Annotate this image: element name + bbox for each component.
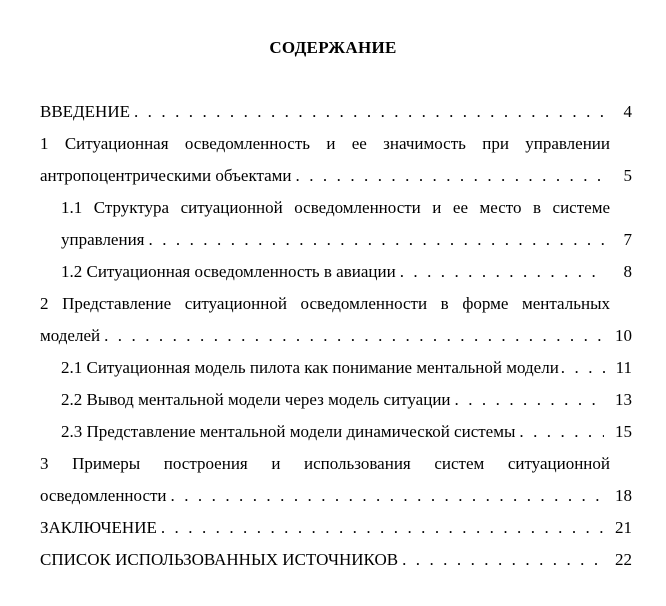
toc-entry-section-1-1-line2[interactable]: [61, 229, 632, 251]
dot-leader: [519, 421, 604, 443]
toc-entry-section-1-1-line1[interactable]: [61, 197, 610, 219]
toc-entry-introduction[interactable]: [40, 101, 632, 123]
dot-leader: [400, 261, 604, 283]
toc-page-number: 18: [615, 486, 632, 505]
toc-entry-label: осведомленности: [40, 486, 167, 505]
toc-entry-label: СПИСОК ИСПОЛЬЗОВАННЫХ ИСТОЧНИКОВ: [40, 550, 399, 569]
toc-entry-section-1-2[interactable]: [61, 261, 632, 283]
toc-entry-section-2-2[interactable]: [61, 389, 632, 411]
toc-page-number: 22: [615, 550, 632, 569]
toc-entry-label: 2.3 Представление ментальной модели динамической системы: [61, 422, 516, 441]
page-title: СОДЕРЖАНИЕ: [269, 38, 397, 57]
dot-leader: [161, 517, 604, 539]
toc-page-number: 15: [615, 422, 632, 441]
toc-entry-label: 3 Примеры построения и использования систем ситуационной: [40, 454, 610, 473]
dot-leader: [171, 485, 604, 507]
toc-entry-label: антропоцентрическими объектами: [40, 166, 292, 185]
dot-leader: [296, 165, 604, 187]
toc-page-number: 4: [623, 102, 632, 121]
toc-entry-conclusion[interactable]: [40, 517, 632, 539]
toc-entry-section-3-line2[interactable]: [40, 485, 632, 507]
toc-entry-label: 2.1 Ситуационная модель пилота как понимание ментальной модели: [61, 358, 559, 377]
toc-entry-label: 1.1 Структура ситуационной осведомленности и ее место в системе: [61, 198, 610, 217]
toc-entry-section-2-line2[interactable]: [40, 325, 632, 347]
toc-entry-label: ЗАКЛЮЧЕНИЕ: [40, 518, 157, 537]
dot-leader: [104, 325, 604, 347]
toc-entry-label: ВВЕДЕНИЕ: [40, 102, 130, 121]
toc-page-number: 7: [623, 230, 632, 249]
toc-entry-section-1-line1[interactable]: [40, 133, 610, 155]
dot-leader: [402, 549, 604, 571]
toc-entry-section-2-3[interactable]: [61, 421, 632, 443]
dot-leader: [561, 357, 606, 379]
toc-entry-label: управления: [61, 230, 145, 249]
toc-page-number: 8: [623, 262, 632, 281]
toc-entry-section-2-1[interactable]: [61, 357, 632, 379]
toc-page-number: 21: [615, 518, 632, 537]
dot-leader: [134, 101, 604, 123]
toc-entry-section-2-line1[interactable]: [40, 293, 610, 315]
toc-entry-label: 2 Представление ситуационной осведомленности в форме ментальных: [40, 294, 610, 313]
toc-entry-references[interactable]: [40, 549, 632, 571]
toc-page-number: 10: [615, 326, 632, 345]
toc-entry-label: 2.2 Вывод ментальной модели через модель ситуации: [61, 390, 451, 409]
toc-page-number: 11: [615, 358, 632, 377]
toc-entry-section-1-line2[interactable]: [40, 165, 632, 187]
toc-entry-label: моделей: [40, 326, 101, 345]
toc-entry-label: 1.2 Ситуационная осведомленность в авиации: [61, 262, 396, 281]
dot-leader: [455, 389, 604, 411]
toc-page-number: 5: [623, 166, 632, 185]
toc-entry-label: 1 Ситуационная осведомленность и ее значимость при управлении: [40, 134, 610, 153]
toc-entry-section-3-line1[interactable]: [40, 453, 610, 475]
toc-page-number: 13: [615, 390, 632, 409]
dot-leader: [149, 229, 605, 251]
